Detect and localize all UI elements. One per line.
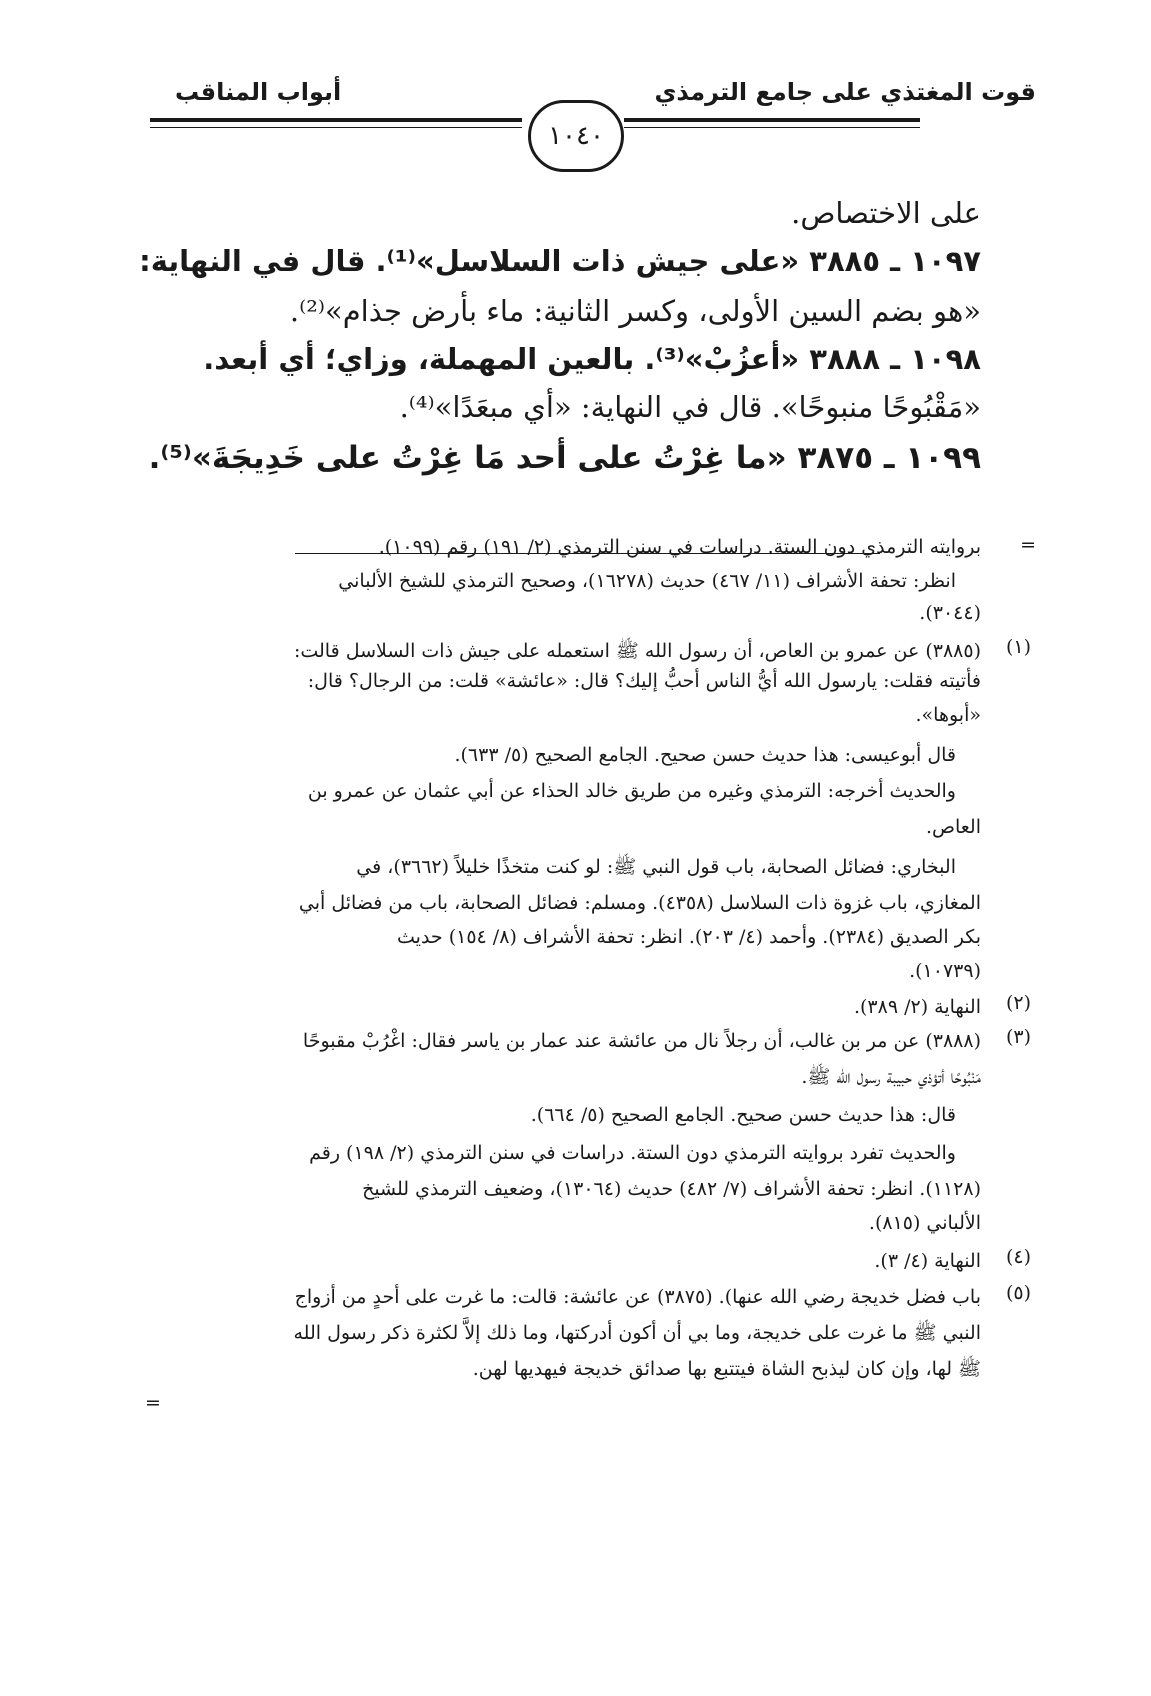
section-title: أبواب المناقب — [175, 78, 342, 106]
header-rule-left-thin — [150, 127, 522, 128]
footnote-line: «أبوها». — [915, 704, 981, 726]
body-line-4: ١٠٩٨ ـ ٣٨٨٨ «أعزُبْ»⁽³⁾. بالعين المهملة، وزاي؛ أي أبعد. — [203, 342, 981, 376]
footnote-line: (١١٢٨). انظر: تحفة الأشراف (٧/ ٤٨٢) حديث (١٣٠٦٤)، وضعيف الترمذي للشيخ — [362, 1178, 981, 1200]
header-rule-right-thin — [624, 127, 920, 128]
footnote-line: (٣٨٨٨) عن مر بن غالب، أن رجلاً نال من عائشة عند عمار بن ياسر فقال: اغْرُبْ مقبوحًا — [302, 1030, 981, 1052]
footnote-2-mark: (٢) — [1005, 992, 1031, 1014]
footnote-line: العاص. — [925, 816, 981, 838]
footnote-line: البخاري: فضائل الصحابة، باب قول النبي ﷺ: لو كنت متخذًا خليلاً (٣٦٦٢)، في — [356, 856, 956, 878]
body-line-2: ١٠٩٧ ـ ٣٨٨٥ «على جيش ذات السلاسل»⁽¹⁾. قال في النهاية: — [139, 244, 981, 278]
body-line-3: «هو بضم السين الأولى، وكسر الثانية: ماء بأرض جذام»⁽²⁾. — [289, 294, 981, 328]
header-rule-right — [624, 118, 920, 122]
footnote-4-mark: (٤) — [1005, 1246, 1031, 1268]
footnote-5-mark: (٥) — [1005, 1282, 1031, 1304]
footnote-continuation-mark: = — [1020, 534, 1036, 556]
footnote-line: ﷺ لها، وإن كان ليذبح الشاة فيتتبع بها صدائق خديجة فيهديها لهن. — [472, 1358, 981, 1380]
footnote-line: فأتيته فقلت: يارسول الله أيُّ الناس أحبُّ إليك؟ قال: «عائشة» قلت: من الرجال؟ قال: — [307, 670, 981, 692]
footnote-line: والحديث تفرد بروايته الترمذي دون الستة. دراسات في سنن الترمذي (٢/ ١٩٨) رقم — [309, 1142, 956, 1164]
footnote-line: قال أبوعيسى: هذا حديث حسن صحيح. الجامع الصحيح (٥/ ٦٣٣). — [454, 744, 956, 766]
footnote-line: والحديث أخرجه: الترمذي وغيره من طريق خالد الحذاء عن أبي عثمان عن عمرو بن — [307, 780, 956, 802]
body-line-6: ١٠٩٩ ـ ٣٨٧٥ «ما غِرْتُ على أحد مَا غِرْتُ على خَدِيجَةَ»⁽⁵⁾. — [148, 440, 981, 476]
body-line-1: على الاختصاص. — [791, 196, 981, 230]
footnote-line: انظر: تحفة الأشراف (١١/ ٤٦٧) حديث (١٦٢٧٨)، وصحيح الترمذي للشيخ الألباني — [338, 570, 956, 592]
footnote-end-mark: = — [145, 1392, 161, 1414]
body-line-5: «مَقْبُوحًا منبوحًا». قال في النهاية: «أي مبعَدًا»⁽⁴⁾. — [399, 390, 981, 424]
footnote-line: النهاية (٤/ ٣). — [874, 1250, 981, 1272]
footnote-line: المغازي، باب غزوة ذات السلاسل (٤٣٥٨). ومسلم: فضائل الصحابة، باب من فضائل أبي — [298, 892, 981, 914]
footnote-line: بكر الصديق (٢٣٨٤). وأحمد (٤/ ٢٠٣). انظر: تحفة الأشراف (٨/ ١٥٤) حديث — [397, 926, 981, 948]
footnote-3-mark: (٣) — [1005, 1026, 1031, 1048]
footnote-line: (٣٨٨٥) عن عمرو بن العاص، أن رسول الله ﷺ استعمله على جيش ذات السلاسل قالت: — [293, 640, 981, 662]
footnote-line: (١٠٧٣٩). — [909, 960, 981, 982]
footnote-line: قال: هذا حديث حسن صحيح. الجامع الصحيح (٥/ ٦٦٤). — [530, 1104, 956, 1126]
footnote-line: مَنْبُوحًا أتؤذي حبيبة رسول الله ﷺ. — [801, 1066, 981, 1088]
page-number — [528, 100, 624, 172]
footnote-line: الألباني (٨١٥). — [868, 1212, 981, 1234]
book-title: قوت المغتذي على جامع الترمذي — [654, 78, 1036, 106]
page-number-text: ١٠٤٠ — [548, 121, 604, 151]
footnote-line: بروايته الترمذي دون الستة. دراسات في سنن الترمذي (٢/ ١٩١) رقم (١٠٩٩). — [378, 536, 981, 558]
footnote-line: النبي ﷺ ما غرت على خديجة، وما بي أن أكون أدركتها، وما ذلك إلاَّ لكثرة ذكر رسول الله — [293, 1322, 981, 1344]
header-rule-left — [150, 118, 522, 122]
footnote-line: باب فضل خديجة رضي الله عنها). (٣٨٧٥) عن عائشة: قالت: ما غرت على أحدٍ من أزواج — [294, 1286, 981, 1308]
footnote-line: (٣٠٤٤). — [919, 602, 981, 624]
footnote-line: النهاية (٢/ ٣٨٩). — [853, 996, 981, 1018]
footnote-1-mark: (١) — [1005, 636, 1031, 658]
